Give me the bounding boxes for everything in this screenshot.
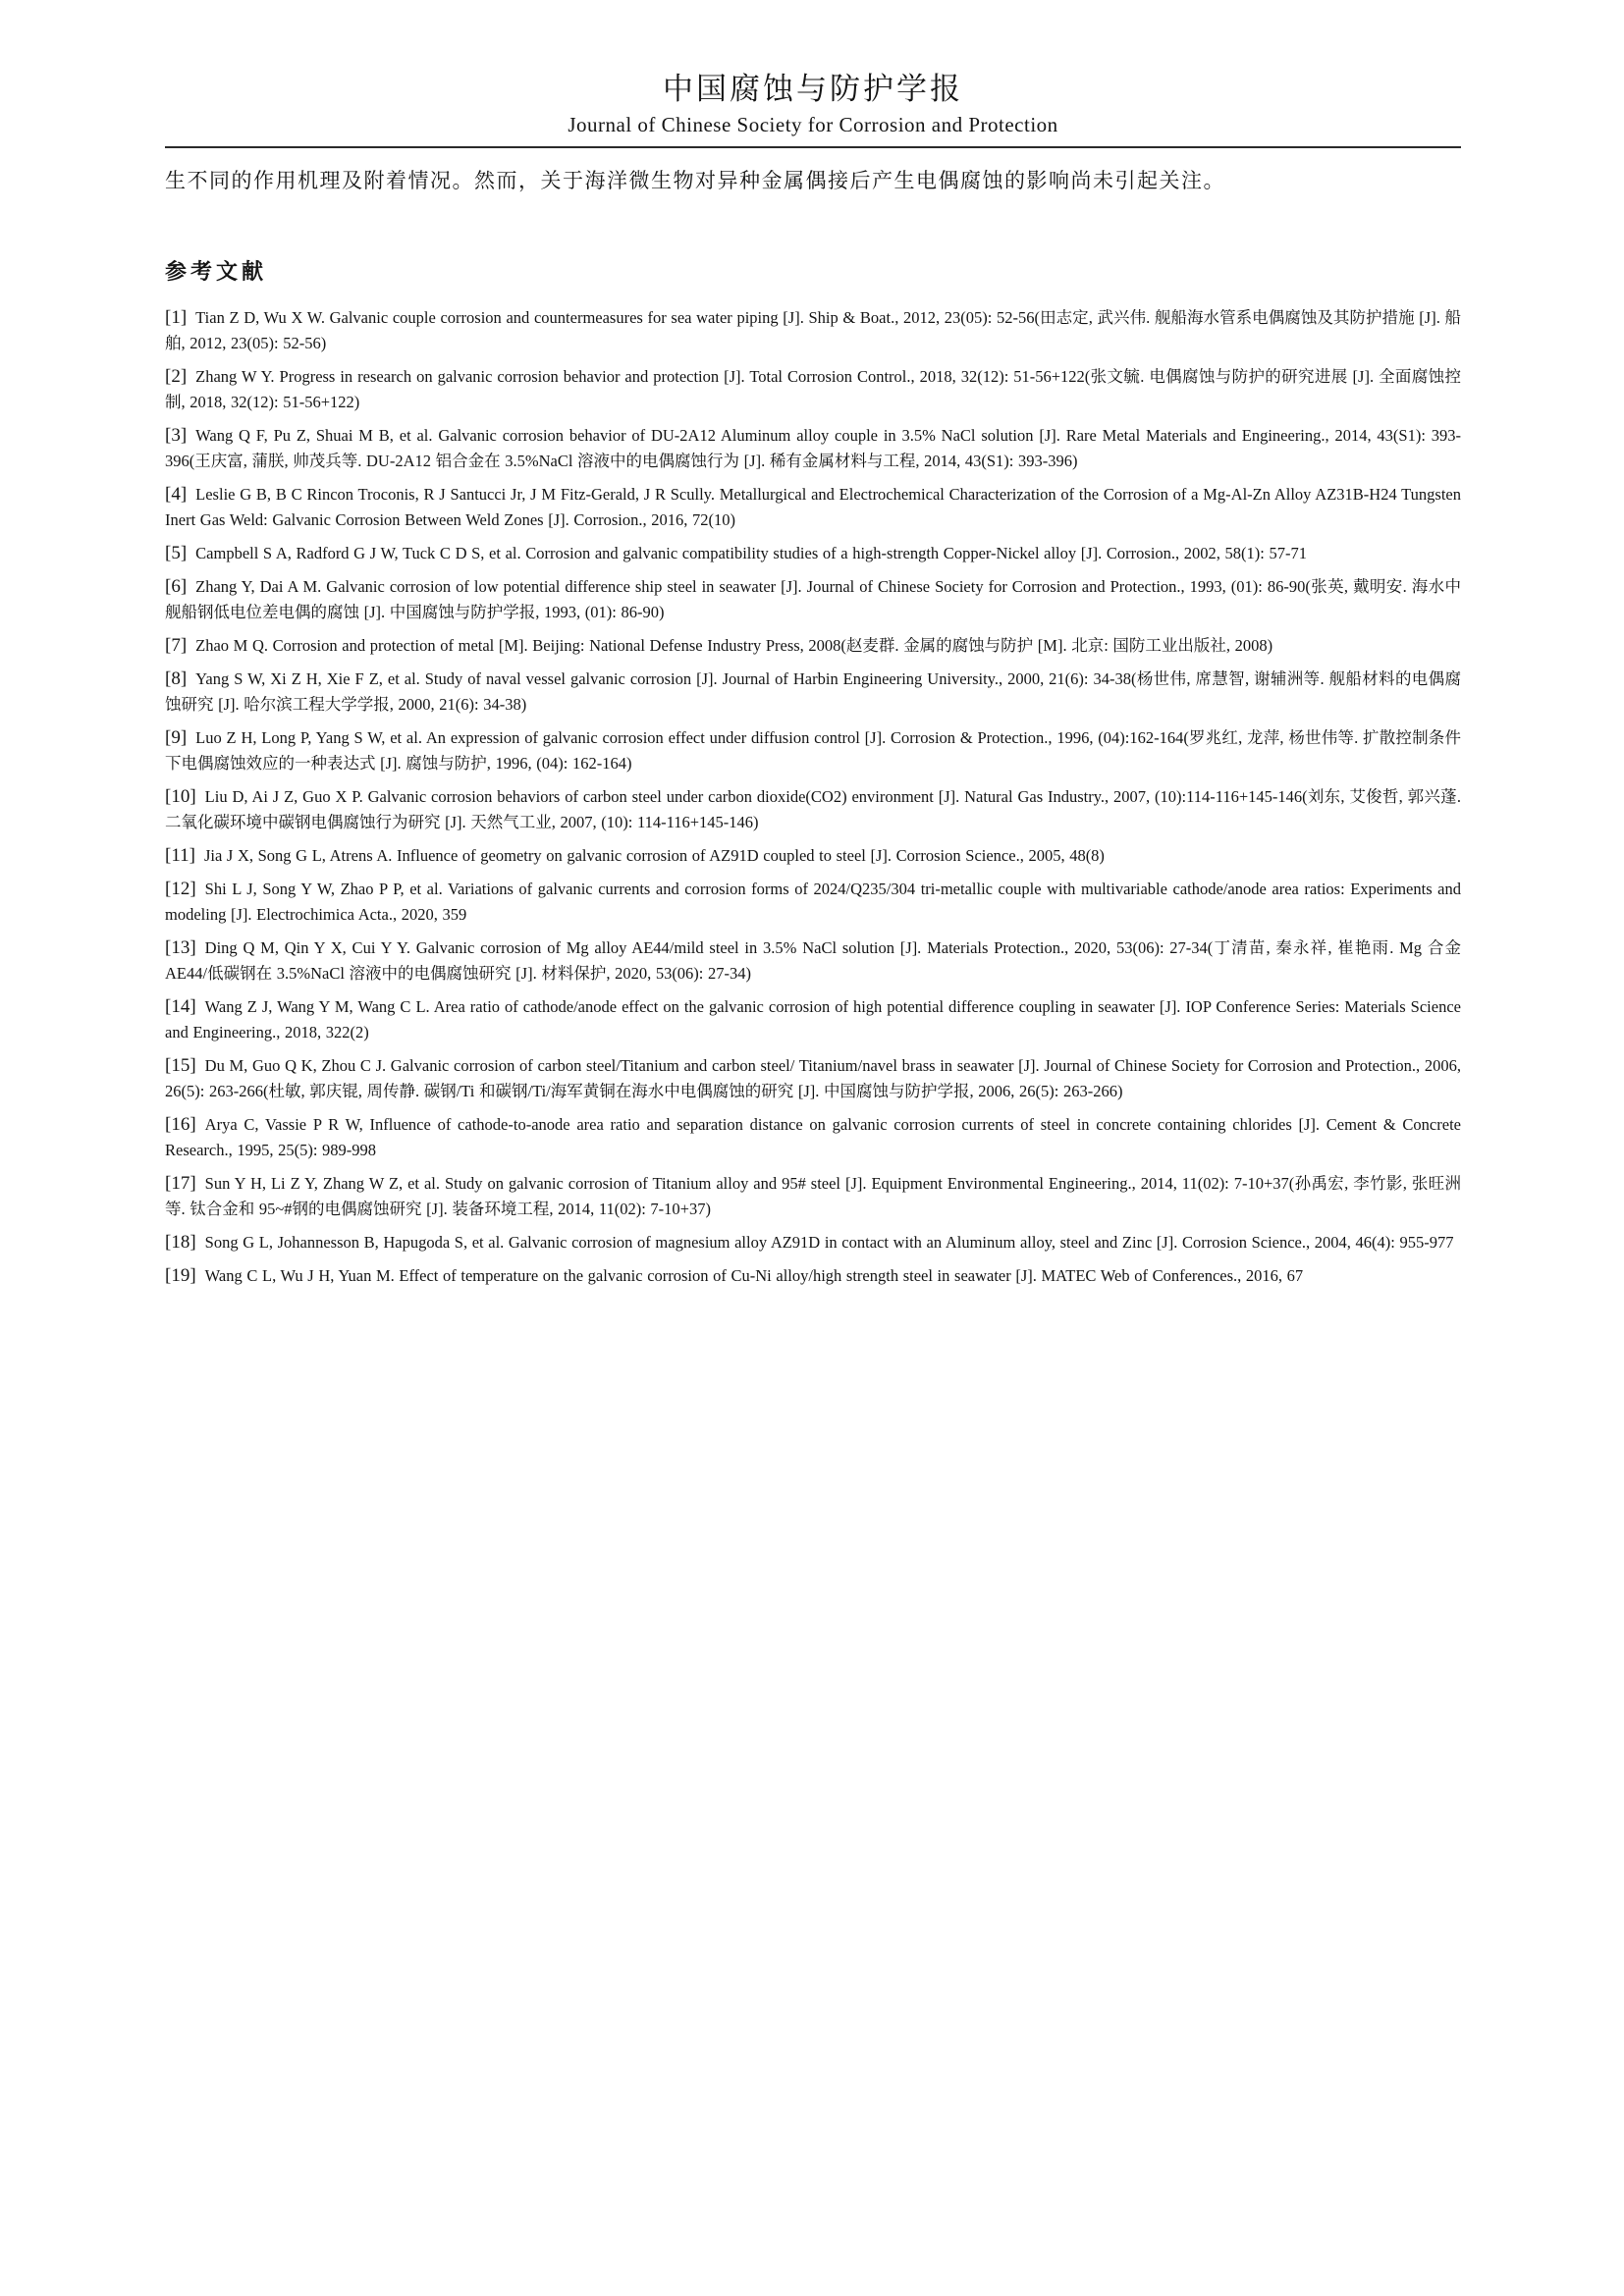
reference-number: [13] [165, 937, 196, 959]
reference-text: Wang Z J, Wang Y M, Wang C L. Area ratio of cathode/anode effect on the galvanic corrosion of high potential difference coupling in seawater [J]. IOP Conference Series: Materials Science and Engineering., 2018, 322(2) [165, 997, 1461, 1042]
reference-number: [3] [165, 425, 188, 447]
reference-number: [2] [165, 366, 188, 388]
reference-number: [11] [165, 845, 195, 867]
reference-number: [7] [165, 635, 188, 657]
reference-text: Du M, Guo Q K, Zhou C J. Galvanic corrosion of carbon steel/Titanium and carbon steel/ Titanium/navel brass in seawater [J]. Journal of Chinese Society for Corrosion and Protection., 2006, 26(5): 263-266(杜敏, 郭庆锟, 周传静. 碳钢/Ti 和碳钢/Ti/海军黄铜在海水中电偶腐蚀的研究 [J]. 中国腐蚀与防护学报, 2006, 26(5): 263-266) [165, 1056, 1461, 1101]
reference-item [165, 1171, 1461, 1222]
reference-item [165, 1230, 1461, 1255]
page-header [165, 71, 1461, 148]
references-heading: 参考文献 [165, 259, 268, 285]
reference-number: [18] [165, 1232, 196, 1254]
journal-title-zh: 中国腐蚀与防护学报 [663, 72, 963, 106]
reference-text: Ding Q M, Qin Y X, Cui Y Y. Galvanic corrosion of Mg alloy AE44/mild steel in 3.5% NaCl solution [J]. Materials Protection., 2020, 53(06): 27-34(丁清苗, 秦永祥, 崔艳雨. Mg 合金 AE44/低碳钢在 3.5%NaCl 溶液中的电偶腐蚀研究 [J]. 材料保护, 2020, 53(06): 27-34) [165, 938, 1461, 984]
reference-number: [19] [165, 1265, 196, 1287]
reference-text: Leslie G B, B C Rincon Troconis, R J Santucci Jr, J M Fitz-Gerald, J R Scully. Metallurgical and Electrochemical Characterization of the Corrosion of a Mg-Al-Zn Alloy AZ31B-H24 Tungsten Inert Gas Weld: Galvanic Corrosion Between Weld Zones [J]. Corrosion., 2016, 72(10) [165, 485, 1461, 530]
reference-item [165, 1263, 1461, 1289]
reference-number: [6] [165, 576, 188, 598]
reference-number: [8] [165, 668, 188, 690]
reference-item [165, 364, 1461, 415]
reference-text: Zhang Y, Dai A M. Galvanic corrosion of low potential difference ship steel in seawater [J]. Journal of Chinese Society for Corrosion and Protection., 1993, (01): 86-90(张英, 戴明安. 海水中舰船钢低电位差电偶的腐蚀 [J]. 中国腐蚀与防护学报, 1993, (01): 86-90) [165, 577, 1461, 622]
reference-item [165, 877, 1461, 928]
reference-item [165, 633, 1461, 659]
reference-text: Sun Y H, Li Z Y, Zhang W Z, et al. Study on galvanic corrosion of Titanium alloy and 95# steel [J]. Equipment Environmental Engineering., 2014, 11(02): 7-10+37(孙禹宏, 李竹影, 张旺洲等. 钛合金和 95~#钢的电偶腐蚀研究 [J]. 装备环境工程, 2014, 11(02): 7-10+37) [165, 1174, 1461, 1219]
reference-number: [17] [165, 1173, 196, 1195]
reference-text: Wang Q F, Pu Z, Shuai M B, et al. Galvanic corrosion behavior of DU-2A12 Aluminum alloy couple in 3.5% NaCl solution [J]. Rare Metal Materials and Engineering., 2014, 43(S1): 393-396(王庆富, 蒲朕, 帅茂兵等. DU-2A12 铝合金在 3.5%NaCl 溶液中的电偶腐蚀行为 [J]. 稀有金属材料与工程, 2014, 43(S1): 393-396) [165, 426, 1461, 471]
reference-text: Zhang W Y. Progress in research on galvanic corrosion behavior and protection [J]. Total Corrosion Control., 2018, 32(12): 51-56+122(张文毓. 电偶腐蚀与防护的研究进展 [J]. 全面腐蚀控制, 2018, 32(12): 51-56+122) [165, 367, 1461, 412]
reference-item [165, 541, 1461, 566]
reference-text: Tian Z D, Wu X W. Galvanic couple corrosion and countermeasures for sea water piping [J]. Ship & Boat., 2012, 23(05): 52-56(田志定, 武兴伟. 舰船海水管系电偶腐蚀及其防护措施 [J]. 船舶, 2012, 23(05): 52-56) [165, 308, 1461, 353]
reference-text: Zhao M Q. Corrosion and protection of metal [M]. Beijing: National Defense Industry Press, 2008(赵麦群. 金属的腐蚀与防护 [M]. 北京: 国防工业出版社, 2008) [195, 636, 1273, 656]
reference-text: Shi L J, Song Y W, Zhao P P, et al. Variations of galvanic currents and corrosion forms of 2024/Q235/304 tri-metallic couple with multivariable cathode/anode area ratios: Experiments and modeling [J]. Electrochimica Acta., 2020, 359 [165, 880, 1461, 925]
reference-text: Song G L, Johannesson B, Hapugoda S, et al. Galvanic corrosion of magnesium alloy AZ91D in contact with an Aluminum alloy, steel and Zinc [J]. Corrosion Science., 2004, 46(4): 955-977 [204, 1233, 1454, 1253]
reference-number: [9] [165, 727, 188, 749]
reference-text: Jia J X, Song G L, Atrens A. Influence of geometry on galvanic corrosion of AZ91D coupled to steel [J]. Corrosion Science., 2005, 48(8) [203, 846, 1105, 866]
reference-text: Yang S W, Xi Z H, Xie F Z, et al. Study of naval vessel galvanic corrosion [J]. Journal of Harbin Engineering University., 2000, 21(6): 34-38(杨世伟, 席慧智, 谢辅洲等. 舰船材料的电偶腐蚀研究 [J]. 哈尔滨工程大学学报, 2000, 21(6): 34-38) [165, 669, 1461, 715]
reference-number: [12] [165, 879, 196, 900]
reference-item [165, 843, 1461, 869]
reference-item [165, 1053, 1461, 1104]
reference-number: [10] [165, 786, 196, 808]
reference-number: [14] [165, 996, 196, 1018]
reference-item [165, 725, 1461, 776]
reference-item [165, 994, 1461, 1045]
journal-title-en: Journal of Chinese Society for Corrosion and Protection [568, 113, 1058, 137]
reference-text: Campbell S A, Radford G J W, Tuck C D S, et al. Corrosion and galvanic compatibility studies of a high-strength Copper-Nickel alloy [J]. Corrosion., 2002, 58(1): 57-71 [195, 544, 1307, 563]
reference-text: Luo Z H, Long P, Yang S W, et al. An expression of galvanic corrosion effect under diffusion control [J]. Corrosion & Protection., 1996, (04):162-164(罗兆红, 龙萍, 杨世伟等. 扩散控制条件下电偶腐蚀效应的一种表达式 [J]. 腐蚀与防护, 1996, (04): 162-164) [165, 728, 1461, 774]
reference-item [165, 305, 1461, 356]
reference-text: Wang C L, Wu J H, Yuan M. Effect of temperature on the galvanic corrosion of Cu-Ni alloy/high strength steel in seawater [J]. MATEC Web of Conferences., 2016, 67 [204, 1266, 1304, 1286]
header-rule [165, 146, 1461, 148]
reference-item [165, 423, 1461, 474]
reference-item [165, 667, 1461, 718]
reference-item [165, 784, 1461, 835]
reference-number: [15] [165, 1055, 196, 1077]
reference-text: Liu D, Ai J Z, Guo X P. Galvanic corrosion behaviors of carbon steel under carbon dioxide(CO2) environment [J]. Natural Gas Industry., 2007, (10):114-116+145-146(刘东, 艾俊哲, 郭兴蓬. 二氧化碳环境中碳钢电偶腐蚀行为研究 [J]. 天然气工业, 2007, (10): 114-116+145-146) [165, 787, 1461, 832]
reference-number: [4] [165, 484, 188, 506]
reference-number: [5] [165, 543, 188, 564]
lead-paragraph: 生不同的作用机理及附着情况。然而，关于海洋微生物对异种金属偶接后产生电偶腐蚀的影响尚未引起关注。 [165, 169, 1225, 193]
reference-item [165, 935, 1461, 987]
reference-text: Arya C, Vassie P R W, Influence of cathode-to-anode area ratio and separation distance on galvanic corrosion currents of steel in concrete containing chlorides [J]. Cement & Concrete Research., 1995, 25(5): 989-998 [165, 1115, 1461, 1160]
reference-item [165, 574, 1461, 625]
reference-item [165, 1112, 1461, 1163]
references-list [165, 305, 1461, 1289]
reference-number: [16] [165, 1114, 196, 1136]
reference-number: [1] [165, 307, 188, 329]
reference-item [165, 482, 1461, 533]
